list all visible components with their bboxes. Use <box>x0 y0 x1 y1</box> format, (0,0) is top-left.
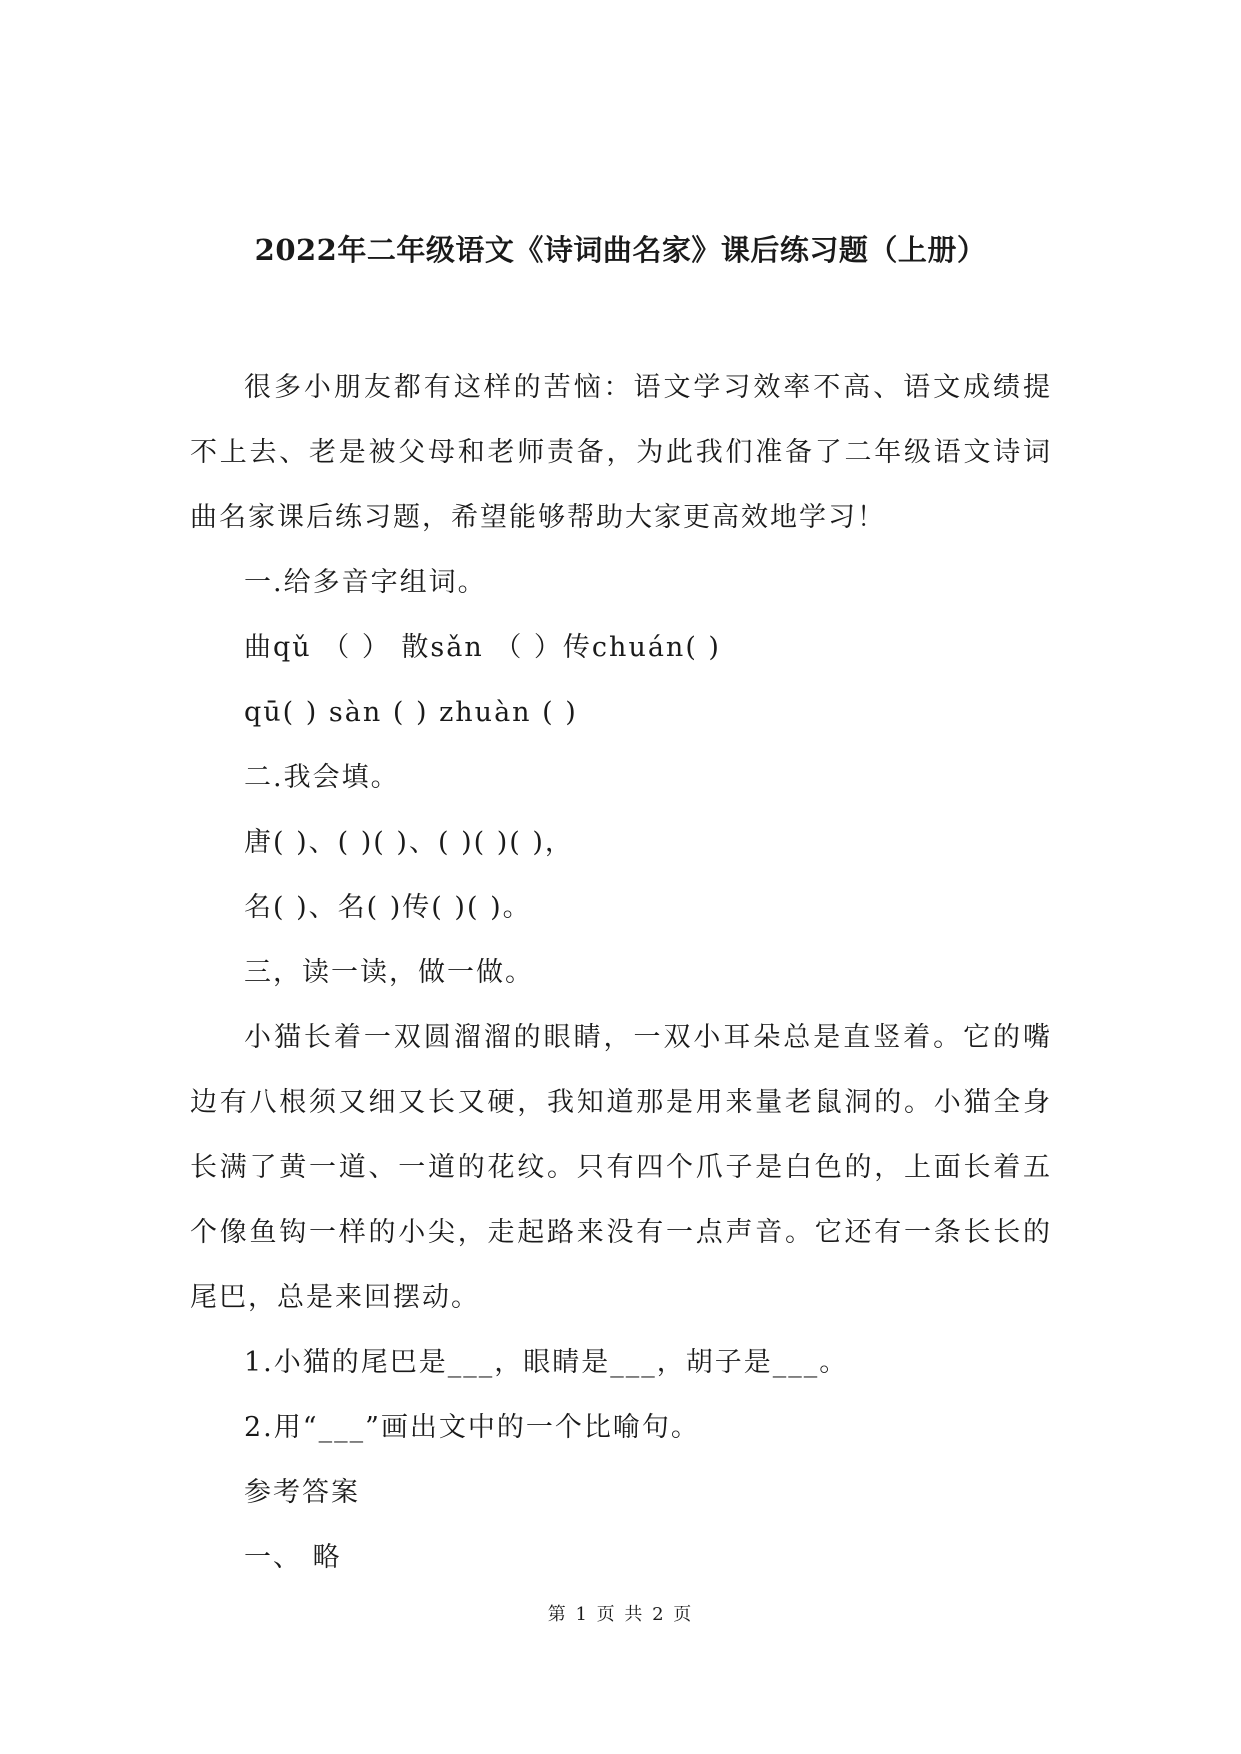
reading-passage: 小猫长着一双圆溜溜的眼睛，一双小耳朵总是直竖着。它的嘴边有八根须又细又长又硬，我知道那是用来量老鼠洞的。小猫全身长满了黄一道、一道的花纹。只有四个爪子是白色的，上面长着五个像鱼钩一样的小尖，走起路来没有一点声音。它还有一条长长的尾巴，总是来回摆动。 <box>190 1022 1052 1313</box>
document-body <box>190 355 1052 1590</box>
fill-line-1: 唐( )、( )( )、( )( )( )， <box>244 827 574 858</box>
intro-paragraph: 很多小朋友都有这样的苦恼：语文学习效率不高、语文成绩提不上去、老是被父母和老师责备，为此我们准备了二年级语文诗词曲名家课后练习题，希望能够帮助大家更高效地学习！ <box>190 372 1052 533</box>
fill-line-2: 名( )、名( )传( )( )。 <box>244 892 532 923</box>
pinyin-line-1: 曲qǔ （ ） 散sǎn （ ）传chuán( ) <box>244 632 721 663</box>
section-heading-1: 一.给多音字组词。 <box>244 567 487 598</box>
answer-1: 一、 略 <box>244 1542 342 1573</box>
page-footer: 第 1 页 共 2 页 <box>547 1604 694 1625</box>
question-2: 2.用“___”画出文中的一个比喻句。 <box>244 1412 700 1443</box>
answer-heading: 参考答案 <box>244 1477 360 1508</box>
section-heading-3: 三，读一读，做一做。 <box>244 957 534 988</box>
section-heading-2: 二.我会填。 <box>244 762 400 793</box>
question-1: 1.小猫的尾巴是___，眼睛是___，胡子是___。 <box>244 1347 849 1378</box>
document-title: 2022年二年级语文《诗词曲名家》课后练习题（上册） <box>254 233 987 267</box>
pinyin-line-2: qū( ) sàn ( ) zhuàn ( ) <box>244 697 578 728</box>
